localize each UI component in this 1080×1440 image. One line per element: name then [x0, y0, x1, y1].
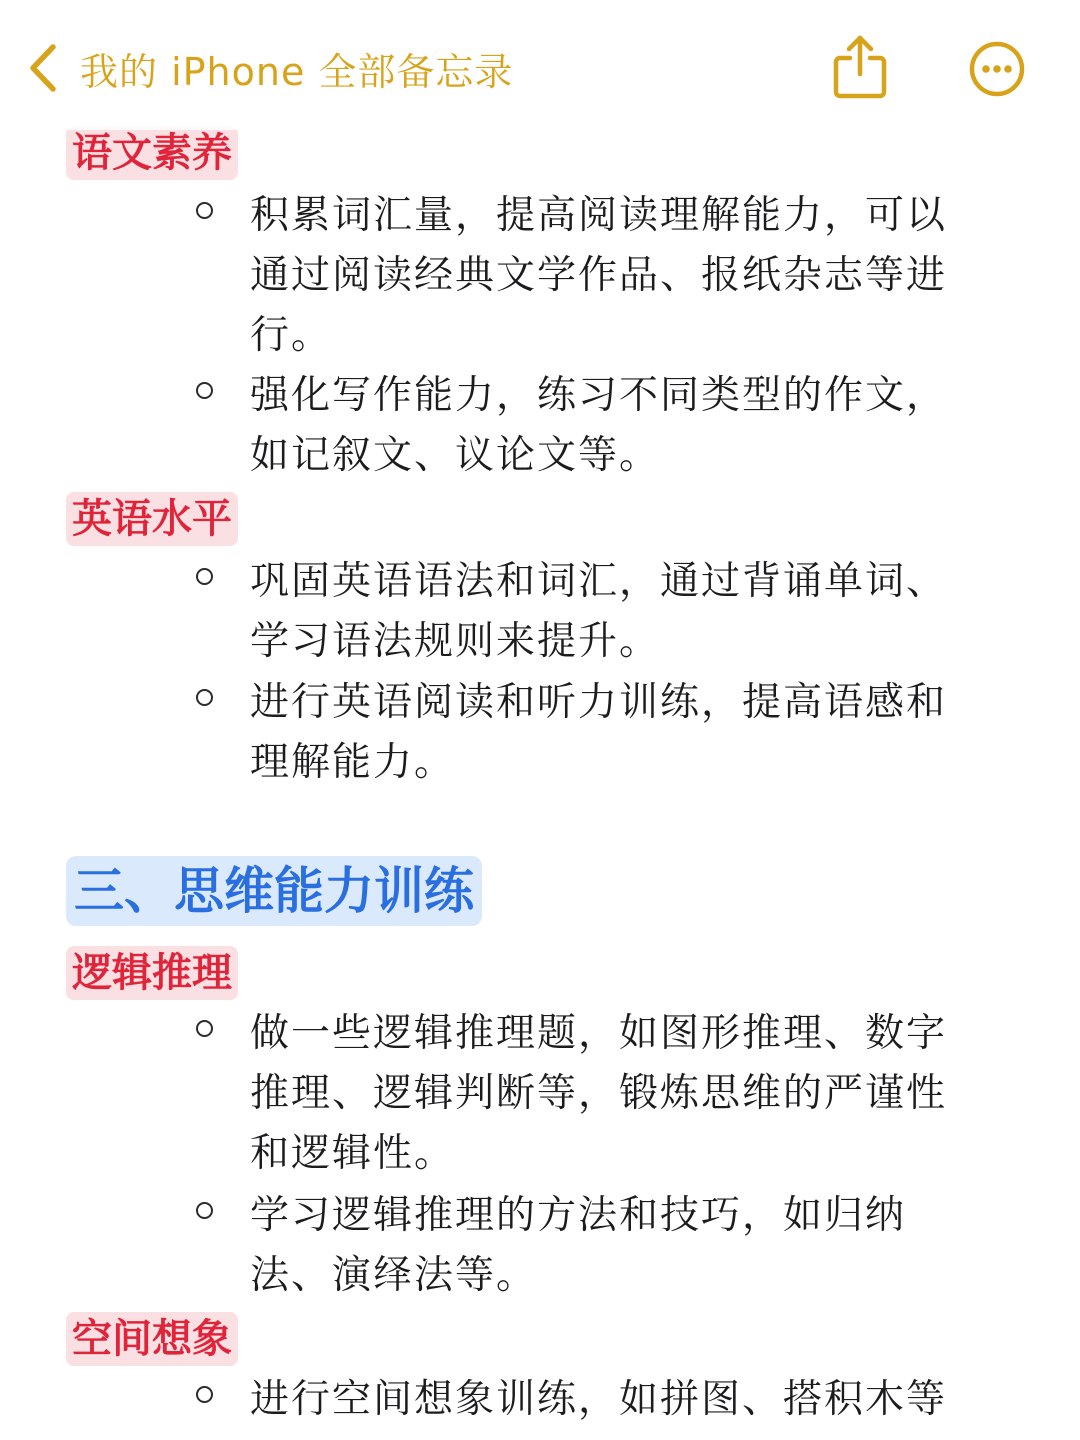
bullet-circle-icon	[196, 1020, 213, 1037]
bullet-circle-icon	[196, 689, 213, 706]
list-item-text: 学习逻辑推理的方法和技巧，如归纳法、演绎法等。	[250, 1193, 907, 1298]
list-item-text: 强化写作能力，练习不同类型的作文，如记叙文、议论文等。	[250, 373, 948, 478]
bullet-circle-icon	[196, 202, 213, 219]
back-label: 我的 iPhone 全部备忘录	[80, 49, 514, 94]
list-item	[196, 366, 986, 486]
list-item	[196, 1004, 986, 1184]
list-item	[196, 673, 986, 793]
list-item-text: 积累词汇量，提高阅读理解能力，可以通过阅读经典文学作品、报纸杂志等进行。	[250, 193, 948, 358]
bullet-circle-icon	[196, 1386, 213, 1403]
list-item-text: 巩固英语语法和词汇，通过背诵单词、学习语法规则来提升。	[250, 559, 948, 664]
list-item-text: 进行空间想象训练，如拼图、搭积木等	[250, 1377, 948, 1422]
section-tag-yingyu: 英语水平	[66, 492, 238, 546]
list-item	[196, 1370, 986, 1430]
list-item-text: 做一些逻辑推理题，如图形推理、数字推理、逻辑判断等，锻炼思维的严谨性和逻辑性。	[250, 1011, 948, 1176]
bullet-circle-icon	[196, 1202, 213, 1219]
more-options-button[interactable]	[968, 40, 1026, 98]
list-item	[196, 186, 986, 366]
section-tag-kongjian: 空间想象	[66, 1312, 238, 1366]
section-heading: 三、思维能力训练	[66, 856, 482, 926]
share-button[interactable]	[830, 34, 890, 100]
list-item	[196, 1186, 986, 1306]
section-tag-yuwen: 语文素养	[66, 126, 238, 180]
ellipsis-circle-icon	[968, 83, 1026, 102]
bullet-circle-icon	[196, 382, 213, 399]
bullet-circle-icon	[196, 568, 213, 585]
chevron-left-icon	[28, 43, 58, 93]
list-item-text: 进行英语阅读和听力训练，提高语感和理解能力。	[250, 680, 948, 785]
list-item	[196, 552, 986, 672]
share-icon	[830, 85, 890, 104]
back-button[interactable]	[28, 38, 513, 98]
section-tag-luoji: 逻辑推理	[66, 946, 238, 1000]
